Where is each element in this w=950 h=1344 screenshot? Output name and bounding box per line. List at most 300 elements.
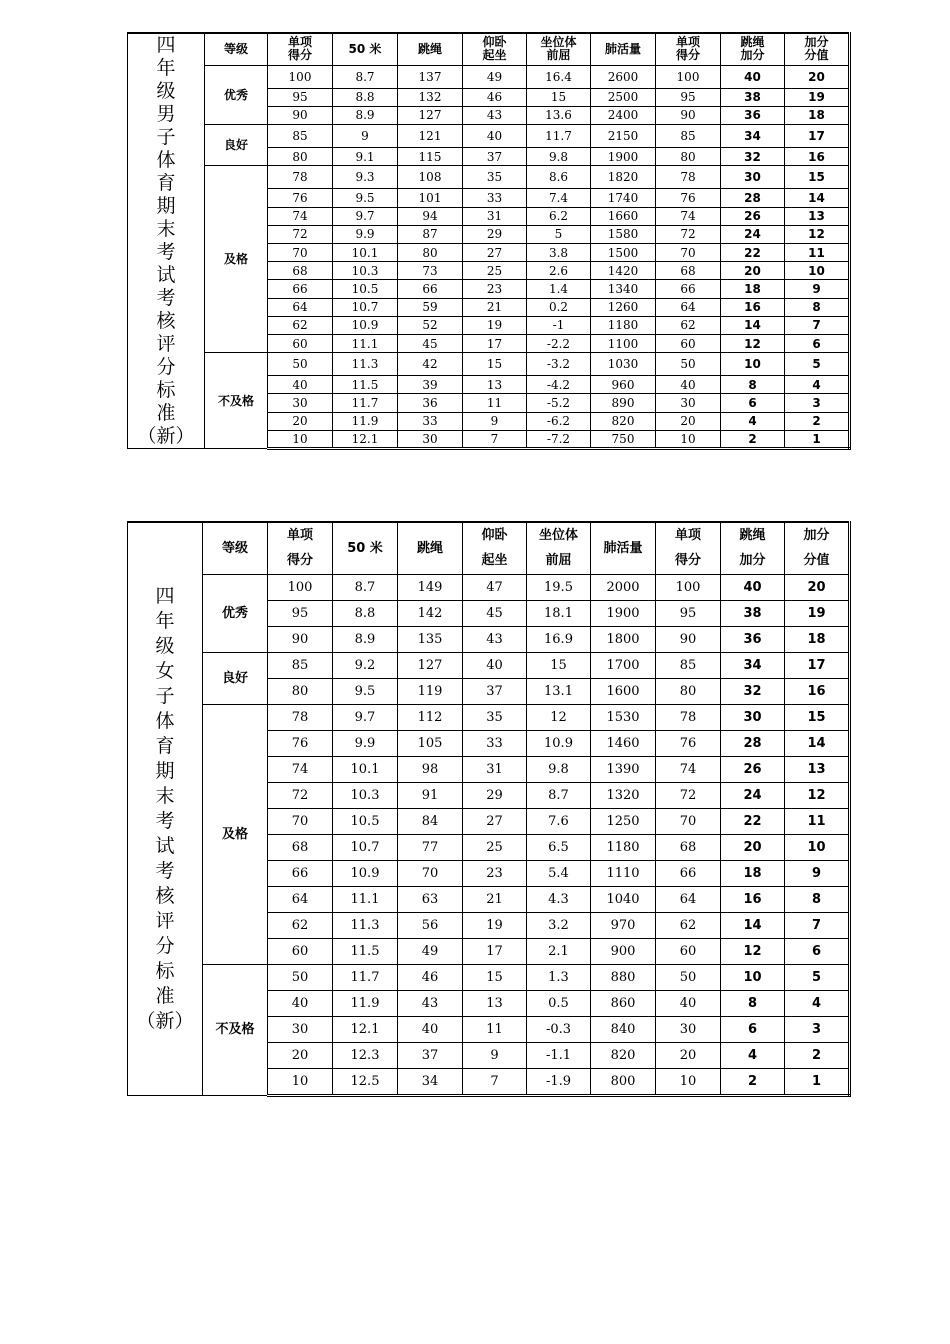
- column-header: [398, 33, 463, 65]
- bonus-cell: 24: [721, 782, 785, 808]
- value-cell: 1420: [591, 262, 656, 280]
- bonus-cell: 34: [721, 652, 785, 678]
- title-char: 子: [156, 126, 176, 148]
- value-cell: 100: [656, 574, 721, 600]
- value-cell: 1900: [591, 600, 656, 626]
- title-char: 考: [155, 809, 175, 832]
- value-cell: 13: [463, 376, 527, 394]
- bonus-cell: 14: [721, 912, 785, 938]
- value-cell: 29: [463, 225, 527, 243]
- value-cell: 43: [398, 990, 463, 1016]
- value-cell: 50: [656, 353, 721, 376]
- value-cell: 1820: [591, 166, 656, 189]
- bonus-cell: 15: [785, 166, 850, 189]
- value-cell: 95: [656, 600, 721, 626]
- bonus-cell: 30: [721, 704, 785, 730]
- value-cell: 40: [656, 990, 721, 1016]
- value-cell: 10: [268, 430, 333, 448]
- value-cell: 47: [463, 574, 527, 600]
- title-char: 分: [156, 356, 176, 378]
- value-cell: 30: [268, 394, 333, 412]
- value-cell: 56: [398, 912, 463, 938]
- column-header: [333, 522, 398, 574]
- value-cell: 8.7: [527, 782, 591, 808]
- girls-score-table: [127, 521, 851, 1097]
- value-cell: 91: [398, 782, 463, 808]
- value-cell: 1030: [591, 353, 656, 376]
- bonus-cell: 14: [785, 189, 850, 207]
- value-cell: 1600: [591, 678, 656, 704]
- value-cell: 64: [656, 298, 721, 316]
- value-cell: 8.9: [333, 626, 398, 652]
- bonus-cell: 18: [721, 860, 785, 886]
- value-cell: 7: [463, 1068, 527, 1095]
- grade-cell: 及格: [205, 166, 268, 353]
- bonus-cell: 16: [785, 148, 850, 166]
- value-cell: 10: [656, 430, 721, 448]
- value-cell: 142: [398, 600, 463, 626]
- value-cell: 1260: [591, 298, 656, 316]
- value-cell: -3.2: [527, 353, 591, 376]
- value-cell: 2500: [591, 88, 656, 106]
- title-char: 育: [156, 172, 176, 194]
- value-cell: 21: [463, 886, 527, 912]
- value-cell: 21: [463, 298, 527, 316]
- value-cell: 49: [463, 65, 527, 88]
- value-cell: 85: [268, 125, 333, 148]
- value-cell: 1320: [591, 782, 656, 808]
- title-char: 期: [155, 759, 175, 782]
- title-char: 四: [155, 584, 175, 607]
- boys-score-table: [127, 32, 851, 450]
- value-cell: 20: [268, 412, 333, 430]
- title-char: 年: [156, 57, 176, 79]
- bonus-cell: 6: [785, 938, 850, 964]
- value-cell: 10.1: [333, 756, 398, 782]
- value-cell: -2.2: [527, 334, 591, 352]
- value-cell: 87: [398, 225, 463, 243]
- bonus-cell: 11: [785, 808, 850, 834]
- value-cell: 90: [268, 106, 333, 124]
- value-cell: 37: [463, 678, 527, 704]
- bonus-cell: 32: [721, 678, 785, 704]
- bonus-cell: 8: [785, 886, 850, 912]
- bonus-cell: 38: [721, 600, 785, 626]
- column-header-text: 等级: [221, 540, 248, 556]
- title-char: 核: [155, 884, 175, 907]
- value-cell: 80: [268, 148, 333, 166]
- value-cell: 84: [398, 808, 463, 834]
- value-cell: 63: [398, 886, 463, 912]
- value-cell: 1530: [591, 704, 656, 730]
- value-cell: 1.3: [527, 964, 591, 990]
- value-cell: 27: [463, 808, 527, 834]
- value-cell: 74: [268, 756, 333, 782]
- value-cell: 60: [656, 938, 721, 964]
- bonus-cell: 13: [785, 756, 850, 782]
- bonus-cell: 10: [721, 964, 785, 990]
- value-cell: 6.5: [527, 834, 591, 860]
- column-header-text: 起坐: [482, 48, 507, 63]
- value-cell: 1180: [591, 834, 656, 860]
- column-header-text: 单项: [674, 528, 701, 544]
- value-cell: 9.9: [333, 225, 398, 243]
- table-title: [128, 33, 205, 449]
- title-char: 男: [156, 103, 176, 125]
- column-header-text: 等级: [223, 41, 248, 56]
- value-cell: 1900: [591, 148, 656, 166]
- column-header-text: 单项: [675, 35, 700, 50]
- value-cell: 108: [398, 166, 463, 189]
- value-cell: 60: [656, 334, 721, 352]
- value-cell: 74: [268, 207, 333, 225]
- value-cell: 11.1: [333, 886, 398, 912]
- title-char: 试: [156, 264, 176, 286]
- column-header: [205, 33, 268, 65]
- title-char: （新）: [137, 425, 195, 447]
- value-cell: 9.5: [333, 678, 398, 704]
- value-cell: 30: [398, 430, 463, 448]
- column-header: [721, 522, 785, 574]
- value-cell: 0.2: [527, 298, 591, 316]
- bonus-cell: 5: [785, 353, 850, 376]
- value-cell: 15: [463, 353, 527, 376]
- bonus-cell: 16: [785, 678, 850, 704]
- value-cell: 115: [398, 148, 463, 166]
- value-cell: 3.8: [527, 244, 591, 262]
- value-cell: 1390: [591, 756, 656, 782]
- bonus-cell: 12: [721, 938, 785, 964]
- bonus-cell: 20: [721, 834, 785, 860]
- value-cell: 62: [656, 912, 721, 938]
- bonus-cell: 26: [721, 756, 785, 782]
- bonus-cell: 2: [785, 412, 850, 430]
- bonus-cell: 15: [785, 704, 850, 730]
- value-cell: 37: [398, 1042, 463, 1068]
- title-char: 体: [156, 149, 176, 171]
- value-cell: 29: [463, 782, 527, 808]
- value-cell: 43: [463, 106, 527, 124]
- value-cell: 127: [398, 652, 463, 678]
- bonus-cell: 24: [721, 225, 785, 243]
- value-cell: 23: [463, 280, 527, 298]
- title-char: 评: [155, 909, 175, 932]
- column-header-text: 前屈: [546, 48, 571, 63]
- value-cell: 80: [656, 148, 721, 166]
- bonus-cell: 18: [721, 280, 785, 298]
- column-header-text: 50 米: [348, 41, 382, 56]
- column-header: [463, 33, 527, 65]
- value-cell: 880: [591, 964, 656, 990]
- bonus-cell: 10: [785, 262, 850, 280]
- column-header-text: 跳绳: [416, 540, 443, 556]
- column-header-text: 起坐: [481, 553, 508, 569]
- value-cell: 68: [656, 834, 721, 860]
- value-cell: 100: [268, 574, 333, 600]
- value-cell: 1180: [591, 316, 656, 334]
- value-cell: 85: [656, 652, 721, 678]
- bonus-cell: 36: [721, 106, 785, 124]
- bonus-cell: 4: [721, 1042, 785, 1068]
- table-row: [128, 353, 850, 376]
- column-header-text: 肺活量: [603, 540, 643, 556]
- value-cell: 9.1: [333, 148, 398, 166]
- column-header-text: 加分: [740, 48, 765, 63]
- title-char: 准: [155, 984, 175, 1007]
- value-cell: 7.6: [527, 808, 591, 834]
- bonus-cell: 1: [785, 430, 850, 448]
- bonus-cell: 17: [785, 652, 850, 678]
- bonus-cell: 4: [785, 990, 850, 1016]
- column-header: [203, 522, 268, 574]
- bonus-cell: 6: [785, 334, 850, 352]
- column-header-text: 加分: [804, 35, 829, 50]
- value-cell: 19.5: [527, 574, 591, 600]
- grade-cell: 良好: [203, 652, 268, 704]
- value-cell: -1.9: [527, 1068, 591, 1095]
- title-char: 育: [155, 734, 175, 757]
- value-cell: 4.3: [527, 886, 591, 912]
- value-cell: 90: [656, 106, 721, 124]
- value-cell: 840: [591, 1016, 656, 1042]
- column-header: [591, 33, 656, 65]
- bonus-cell: 6: [721, 1016, 785, 1042]
- girls-table-body: [128, 522, 850, 1095]
- value-cell: 16.9: [527, 626, 591, 652]
- value-cell: 1740: [591, 189, 656, 207]
- value-cell: 50: [656, 964, 721, 990]
- bonus-cell: 40: [721, 65, 785, 88]
- value-cell: 70: [268, 808, 333, 834]
- value-cell: 78: [656, 704, 721, 730]
- value-cell: 10: [268, 1068, 333, 1095]
- value-cell: 11.9: [333, 990, 398, 1016]
- column-header-text: 加分: [803, 528, 830, 544]
- value-cell: 78: [656, 166, 721, 189]
- value-cell: 74: [656, 756, 721, 782]
- value-cell: 60: [268, 334, 333, 352]
- value-cell: 9.7: [333, 704, 398, 730]
- value-cell: 64: [268, 886, 333, 912]
- column-header-text: 单项: [287, 35, 312, 50]
- table-row: [128, 166, 850, 189]
- value-cell: 132: [398, 88, 463, 106]
- column-header-text: 加分: [739, 553, 766, 569]
- value-cell: 70: [656, 808, 721, 834]
- title-char: 考: [156, 241, 176, 263]
- value-cell: 70: [398, 860, 463, 886]
- value-cell: 11: [463, 394, 527, 412]
- value-cell: 9.5: [333, 189, 398, 207]
- value-cell: 31: [463, 207, 527, 225]
- bonus-cell: 16: [721, 298, 785, 316]
- title-char: 考: [156, 287, 176, 309]
- value-cell: 10.7: [333, 834, 398, 860]
- value-cell: 860: [591, 990, 656, 1016]
- value-cell: 15: [527, 88, 591, 106]
- value-cell: 112: [398, 704, 463, 730]
- value-cell: 10: [656, 1068, 721, 1095]
- value-cell: 50: [268, 353, 333, 376]
- value-cell: 64: [656, 886, 721, 912]
- value-cell: 20: [268, 1042, 333, 1068]
- value-cell: 66: [268, 860, 333, 886]
- value-cell: 40: [268, 990, 333, 1016]
- value-cell: 3.2: [527, 912, 591, 938]
- value-cell: 9: [463, 1042, 527, 1068]
- value-cell: 68: [268, 262, 333, 280]
- bonus-cell: 20: [785, 65, 850, 88]
- value-cell: 66: [656, 860, 721, 886]
- value-cell: 19: [463, 912, 527, 938]
- bonus-cell: 12: [721, 334, 785, 352]
- column-header: [785, 522, 850, 574]
- value-cell: 40: [398, 1016, 463, 1042]
- column-header-text: 跳绳: [417, 41, 442, 56]
- value-cell: 33: [463, 730, 527, 756]
- value-cell: 12.1: [333, 430, 398, 448]
- value-cell: 72: [268, 782, 333, 808]
- value-cell: 66: [268, 280, 333, 298]
- value-cell: 72: [656, 225, 721, 243]
- value-cell: 100: [656, 65, 721, 88]
- value-cell: 8.8: [333, 88, 398, 106]
- value-cell: 10.9: [333, 860, 398, 886]
- value-cell: 62: [268, 912, 333, 938]
- column-header: [785, 33, 850, 65]
- value-cell: 119: [398, 678, 463, 704]
- table-row: [128, 704, 850, 730]
- column-header-text: 前屈: [545, 553, 572, 569]
- bonus-cell: 18: [785, 106, 850, 124]
- value-cell: 12.3: [333, 1042, 398, 1068]
- value-cell: 90: [656, 626, 721, 652]
- value-cell: 970: [591, 912, 656, 938]
- bonus-cell: 22: [721, 808, 785, 834]
- vertical-title: [128, 584, 202, 1034]
- value-cell: 45: [398, 334, 463, 352]
- value-cell: 80: [268, 678, 333, 704]
- value-cell: 68: [656, 262, 721, 280]
- value-cell: 12.5: [333, 1068, 398, 1095]
- value-cell: 66: [398, 280, 463, 298]
- value-cell: 15: [463, 964, 527, 990]
- value-cell: 11.3: [333, 912, 398, 938]
- column-header: [268, 33, 333, 65]
- title-char: 核: [156, 310, 176, 332]
- value-cell: -1.1: [527, 1042, 591, 1068]
- column-header: [721, 33, 785, 65]
- value-cell: 30: [656, 1016, 721, 1042]
- bonus-cell: 12: [785, 225, 850, 243]
- value-cell: 72: [268, 225, 333, 243]
- value-cell: 43: [463, 626, 527, 652]
- value-cell: 90: [268, 626, 333, 652]
- value-cell: 42: [398, 353, 463, 376]
- value-cell: 77: [398, 834, 463, 860]
- value-cell: -4.2: [527, 376, 591, 394]
- value-cell: 820: [591, 1042, 656, 1068]
- value-cell: 13.1: [527, 678, 591, 704]
- value-cell: 10.9: [527, 730, 591, 756]
- column-header-text: 分值: [803, 553, 830, 569]
- value-cell: 62: [268, 316, 333, 334]
- value-cell: 8.9: [333, 106, 398, 124]
- column-header-text: 跳绳: [740, 35, 765, 50]
- bonus-cell: 8: [721, 990, 785, 1016]
- value-cell: 12.1: [333, 1016, 398, 1042]
- value-cell: 23: [463, 860, 527, 886]
- column-header-text: 得分: [674, 553, 701, 569]
- title-char: 子: [155, 684, 175, 707]
- value-cell: 6.2: [527, 207, 591, 225]
- value-cell: 72: [656, 782, 721, 808]
- column-header-text: 得分: [286, 553, 313, 569]
- value-cell: 1340: [591, 280, 656, 298]
- grade-cell: 不及格: [203, 964, 268, 1095]
- value-cell: 94: [398, 207, 463, 225]
- value-cell: 121: [398, 125, 463, 148]
- value-cell: 960: [591, 376, 656, 394]
- value-cell: 10.3: [333, 782, 398, 808]
- value-cell: 7: [463, 430, 527, 448]
- value-cell: 25: [463, 834, 527, 860]
- bonus-cell: 9: [785, 860, 850, 886]
- value-cell: 820: [591, 412, 656, 430]
- table-row: [128, 964, 850, 990]
- bonus-cell: 22: [721, 244, 785, 262]
- value-cell: 2.1: [527, 938, 591, 964]
- bonus-cell: 2: [785, 1042, 850, 1068]
- value-cell: 73: [398, 262, 463, 280]
- value-cell: 17: [463, 334, 527, 352]
- value-cell: 76: [656, 189, 721, 207]
- value-cell: 9.8: [527, 756, 591, 782]
- value-cell: 800: [591, 1068, 656, 1095]
- bonus-cell: 20: [785, 574, 850, 600]
- value-cell: 100: [268, 65, 333, 88]
- bonus-cell: 30: [721, 166, 785, 189]
- value-cell: 19: [463, 316, 527, 334]
- value-cell: 2400: [591, 106, 656, 124]
- value-cell: 40: [463, 652, 527, 678]
- bonus-cell: 12: [785, 782, 850, 808]
- table-row: [128, 574, 850, 600]
- title-char: （新）: [136, 1009, 194, 1032]
- column-header-text: 单项: [286, 528, 313, 544]
- column-header: [591, 522, 656, 574]
- value-cell: -5.2: [527, 394, 591, 412]
- value-cell: -0.3: [527, 1016, 591, 1042]
- value-cell: 11.5: [333, 376, 398, 394]
- bonus-cell: 19: [785, 600, 850, 626]
- value-cell: 13: [463, 990, 527, 1016]
- bonus-cell: 14: [721, 316, 785, 334]
- table-row: [128, 125, 850, 148]
- column-header: [333, 33, 398, 65]
- table-row: [128, 65, 850, 88]
- value-cell: 1800: [591, 626, 656, 652]
- value-cell: 62: [656, 316, 721, 334]
- bonus-cell: 3: [785, 1016, 850, 1042]
- value-cell: 76: [656, 730, 721, 756]
- value-cell: 49: [398, 938, 463, 964]
- grade-cell: 良好: [205, 125, 268, 166]
- title-char: 级: [156, 80, 176, 102]
- value-cell: 46: [398, 964, 463, 990]
- value-cell: 2.6: [527, 262, 591, 280]
- column-header-text: 坐位体: [540, 35, 577, 50]
